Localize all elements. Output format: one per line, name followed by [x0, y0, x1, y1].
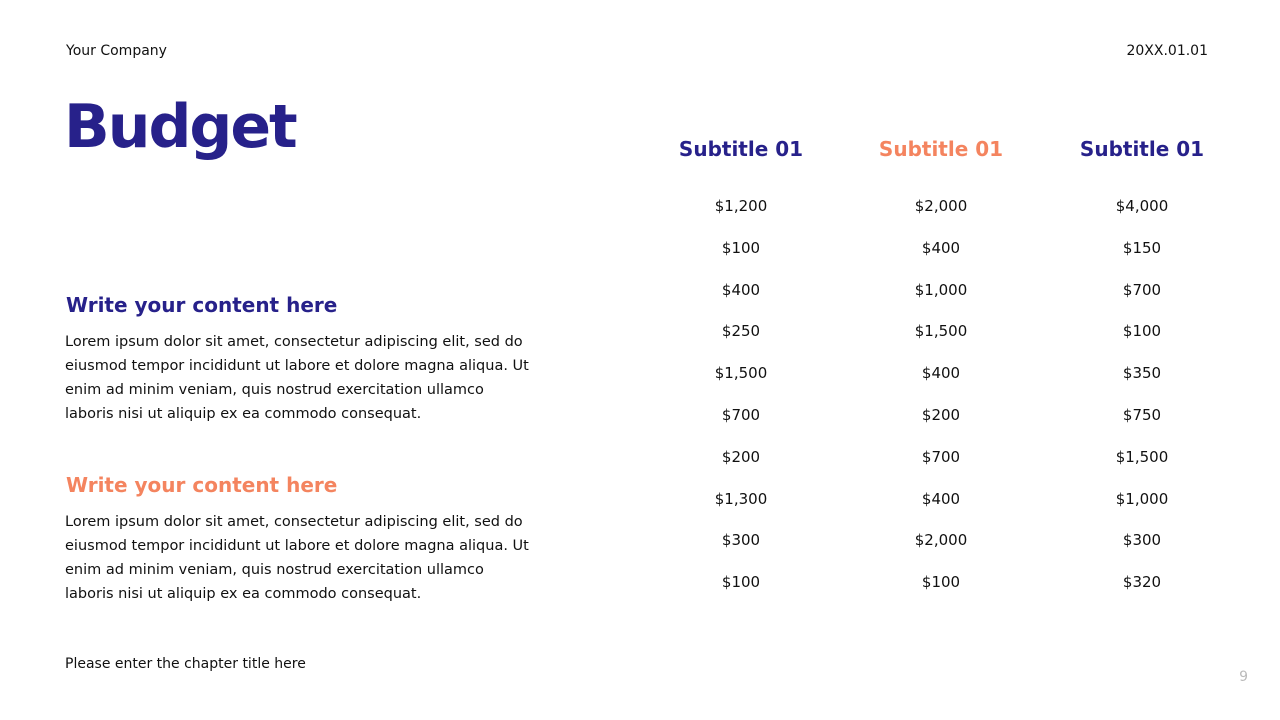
table-cell: $400: [721, 280, 761, 299]
table-cell: $200: [721, 447, 761, 466]
table-cell: $1,200: [714, 197, 768, 215]
table-cell: $100: [721, 573, 761, 592]
table-cell: $2,000: [914, 197, 968, 215]
table-cell: $300: [721, 531, 761, 550]
page-number: 9: [1239, 669, 1248, 685]
table-cell: $300: [1122, 531, 1162, 550]
table-cell: $2,000: [914, 531, 968, 550]
table-cell: $700: [721, 405, 761, 424]
table-cell: $400: [921, 489, 961, 508]
table-cell: $350: [1122, 364, 1162, 383]
table-cell: $100: [721, 238, 761, 257]
table-cell: $1,000: [1115, 489, 1169, 508]
table-column: [641, 137, 841, 615]
table-cell: $400: [921, 364, 961, 383]
table-cell: $700: [1122, 280, 1162, 299]
table-cell: $1,000: [914, 280, 968, 299]
table-cell: $700: [921, 447, 961, 466]
column-subtitle: Subtitle 01: [678, 137, 804, 161]
column-subtitle: Subtitle 01: [1079, 137, 1205, 161]
table-column: [1042, 137, 1242, 615]
table-column: [841, 137, 1041, 615]
company-name: Your Company: [66, 43, 167, 59]
table-cell: $750: [1122, 405, 1162, 424]
table-cell: $100: [921, 573, 961, 592]
column-subtitle: Subtitle 01: [878, 137, 1004, 161]
table-cell: $1,500: [914, 322, 968, 341]
table-cell: $1,500: [1115, 447, 1169, 466]
table-cell: $320: [1122, 573, 1162, 592]
section-body-2: Lorem ipsum dolor sit amet, consectetur adipiscing elit, sed do eiusmod tempor incididunt ut labore et dolore magna aliqua. Ut enim ad minim veniam, quis nostrud exercitation ullamco laboris nisi ut aliquip ex ea commodo consequat.: [65, 514, 529, 602]
section-body-1: Lorem ipsum dolor sit amet, consectetur adipiscing elit, sed do eiusmod tempor incididunt ut labore et dolore magna aliqua. Ut enim ad minim veniam, quis nostrud exercitation ullamco laboris nisi ut aliquip ex ea commodo consequat.: [65, 334, 529, 422]
date: 20XX.01.01: [1126, 43, 1208, 59]
table-cell: $4,000: [1115, 197, 1169, 215]
table-cell: $200: [921, 405, 961, 424]
table-cell: $400: [921, 238, 961, 257]
table-cell: $150: [1122, 238, 1162, 257]
section-heading-2: Write your content here: [66, 473, 338, 497]
table-cell: $1,500: [714, 364, 768, 383]
table-cell: $100: [1122, 322, 1162, 341]
section-heading-1: Write your content here: [66, 293, 338, 317]
table-cell: $1,300: [714, 489, 768, 508]
page-title: Budget: [64, 92, 296, 162]
chapter-title: Please enter the chapter title here: [65, 656, 306, 672]
table-cell: $250: [721, 322, 761, 341]
